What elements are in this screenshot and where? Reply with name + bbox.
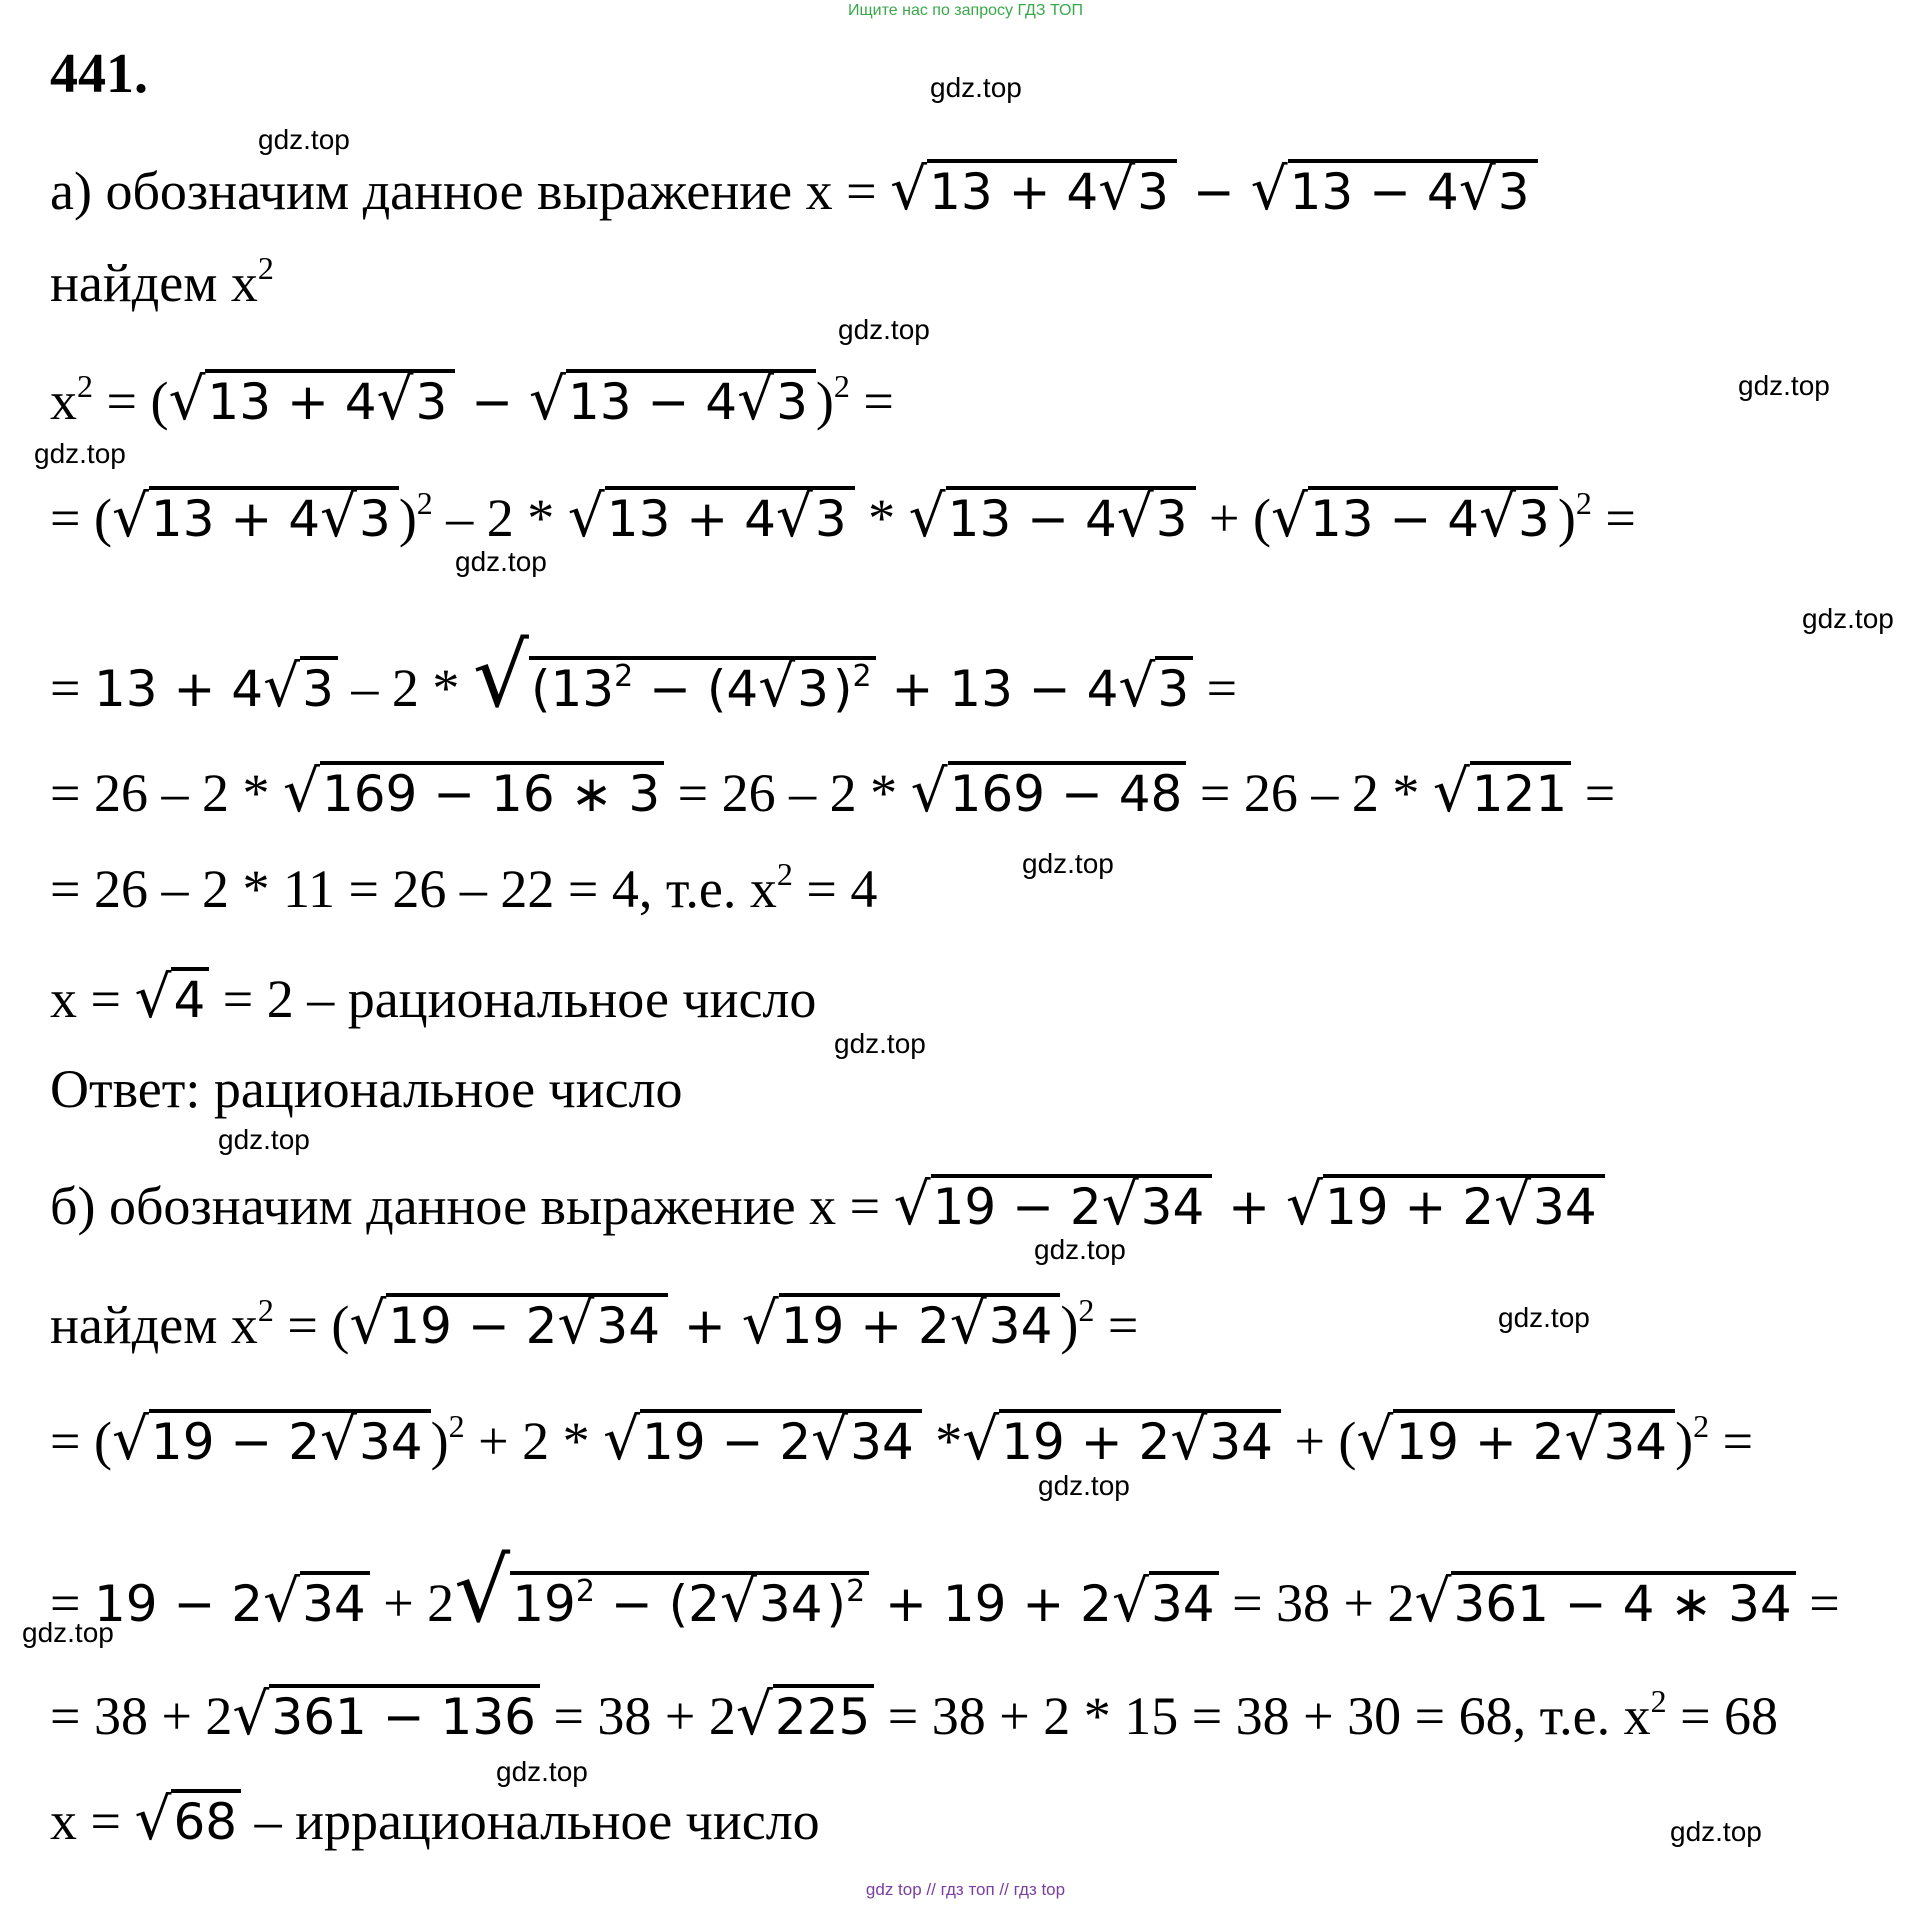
watermark: gdz.top: [834, 1028, 926, 1059]
part-a-line-7: = 26 – 2 * 11 = 26 – 22 = 4, т.е. $x^2 = 4$: [50, 856, 878, 919]
watermark: gdz.top: [1034, 1234, 1126, 1265]
part-b-line-1: б) обозначим данное выражение x = √19 − 2√34 + √19 + 2√34: [50, 1175, 1605, 1233]
part-a-line-8: x = √4 = 2 – рациональное число: [50, 963, 817, 1031]
watermark: gdz.top: [258, 124, 350, 155]
part-a-line-1: а) обозначим данное выражение x = √13 + 4√3 − √13 − 4√3: [50, 160, 1538, 218]
watermark: gdz.top: [1498, 1302, 1590, 1333]
part-a-line-4: = (√13 + 4√3 )$^2$ – 2 * √13 + 4√3 * √13 − 4√3 + (√13 − 4√3 )$^2$ =: [50, 482, 1636, 550]
watermark: gdz.top: [1738, 370, 1830, 401]
footer: gdz top // гдз топ // гдз top: [865, 1880, 1066, 1899]
watermark: gdz.top: [838, 314, 930, 345]
watermark: gdz.top: [218, 1124, 310, 1155]
part-b-line-6: = 38 + 2√361 − 136 = 38 + 2√225 = 38 + 2 * 15 = 38 + 30 = 68, т.е. $x^2 = 68$: [50, 1680, 1779, 1748]
watermark: gdz.top: [1670, 1816, 1762, 1847]
part-a-line-3: $x^2 = (√13 + 4√3 - √13 - 4√3$ )$^2$ =: [50, 365, 894, 433]
problem-number: 441.: [50, 43, 148, 105]
watermark: gdz.top: [34, 438, 126, 469]
part-a-answer: Ответ: рациональное число: [50, 1059, 683, 1119]
part-a-line-2: найдем $x^2$: [50, 250, 274, 313]
watermark: gdz.top: [930, 72, 1022, 103]
part-b-line-3: = (√19 − 2√34 )$^2$ + 2 * √19 − 2√34 *√19 + 2√34 + (√19 + 2√34 )$^2$ =: [50, 1405, 1754, 1473]
watermark: gdz.top: [1038, 1470, 1130, 1501]
part-b-line-2: найдем $x^2 = (√19 - 2√34 + √19 + 2√34$ )$^2$ =: [50, 1289, 1139, 1357]
watermark: gdz.top: [22, 1617, 114, 1648]
part-b-line-4: = $19 - 2√34 + 2√19^2 - (2√34)^2 + 19 + 2√34 = 38 + 2√361 - 4$ ∗ 34 =: [50, 1539, 1840, 1642]
part-a-line-6: = 26 – 2 * √169 − 16 ∗ 3 = 26 – 2 * √169 − 48 = 26 – 2 * √121 =: [50, 757, 1616, 825]
watermark: gdz.top: [496, 1756, 588, 1787]
part-b-line-7: x = √68 – иррациональное число: [50, 1785, 820, 1853]
top-banner: Ищите нас по запросу ГДЗ ТОП: [848, 2, 1083, 19]
watermark: gdz.top: [1802, 603, 1894, 634]
watermark: gdz.top: [455, 546, 547, 577]
part-a-line-5: = $13 + 4√3 - 2 * √(13^2 - (4√3)^2 + 13 - 4√3$ =: [50, 624, 1238, 727]
watermark: gdz.top: [1022, 848, 1114, 879]
